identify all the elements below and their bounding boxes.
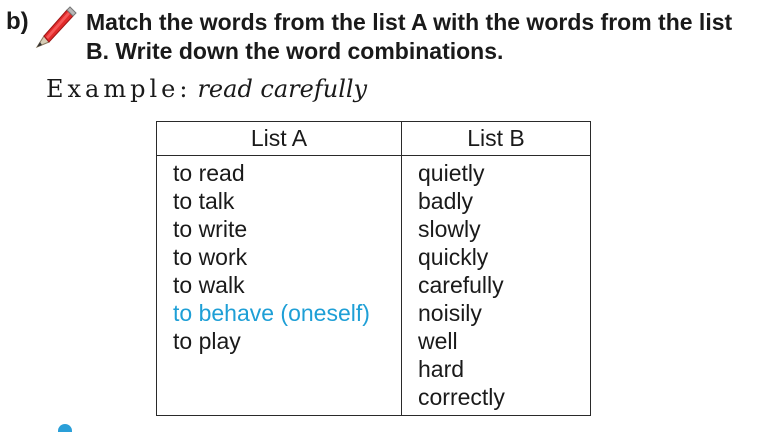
list-a-item-highlighted: to behave (oneself) (173, 300, 370, 326)
list-b-item: slowly (418, 216, 481, 242)
bottom-marker-shape (58, 424, 72, 432)
instruction-text: Match the words from the list A with the words from the list B. Write down the word combinations. (86, 9, 733, 64)
list-b-item: correctly (418, 384, 505, 410)
list-b-item: hard (418, 356, 465, 382)
list-a-item: to write (173, 216, 248, 242)
list-a-item: to play (173, 328, 241, 354)
list-b-column (402, 156, 591, 416)
list-b-item: well (418, 328, 458, 354)
matching-table (156, 121, 591, 416)
example-label: Example: (46, 75, 192, 103)
list-a-column (157, 156, 402, 416)
list-b-item: quickly (418, 244, 489, 270)
list-a-item: to read (173, 160, 245, 186)
list-a-item: to work (173, 244, 248, 270)
list-b-item: badly (418, 188, 473, 214)
list-a-item: to talk (173, 188, 235, 214)
list-a-header: List A (157, 122, 402, 156)
pencil-icon (34, 4, 78, 50)
list-b-item: carefully (418, 272, 504, 298)
example-text: read carefully (197, 75, 368, 103)
example-line (46, 74, 367, 104)
list-b-item: quietly (418, 160, 485, 186)
list-a-item: to walk (173, 272, 245, 298)
exercise-label: b) (6, 8, 29, 35)
list-b-item: noisily (418, 300, 482, 326)
list-b-header: List B (402, 122, 591, 156)
